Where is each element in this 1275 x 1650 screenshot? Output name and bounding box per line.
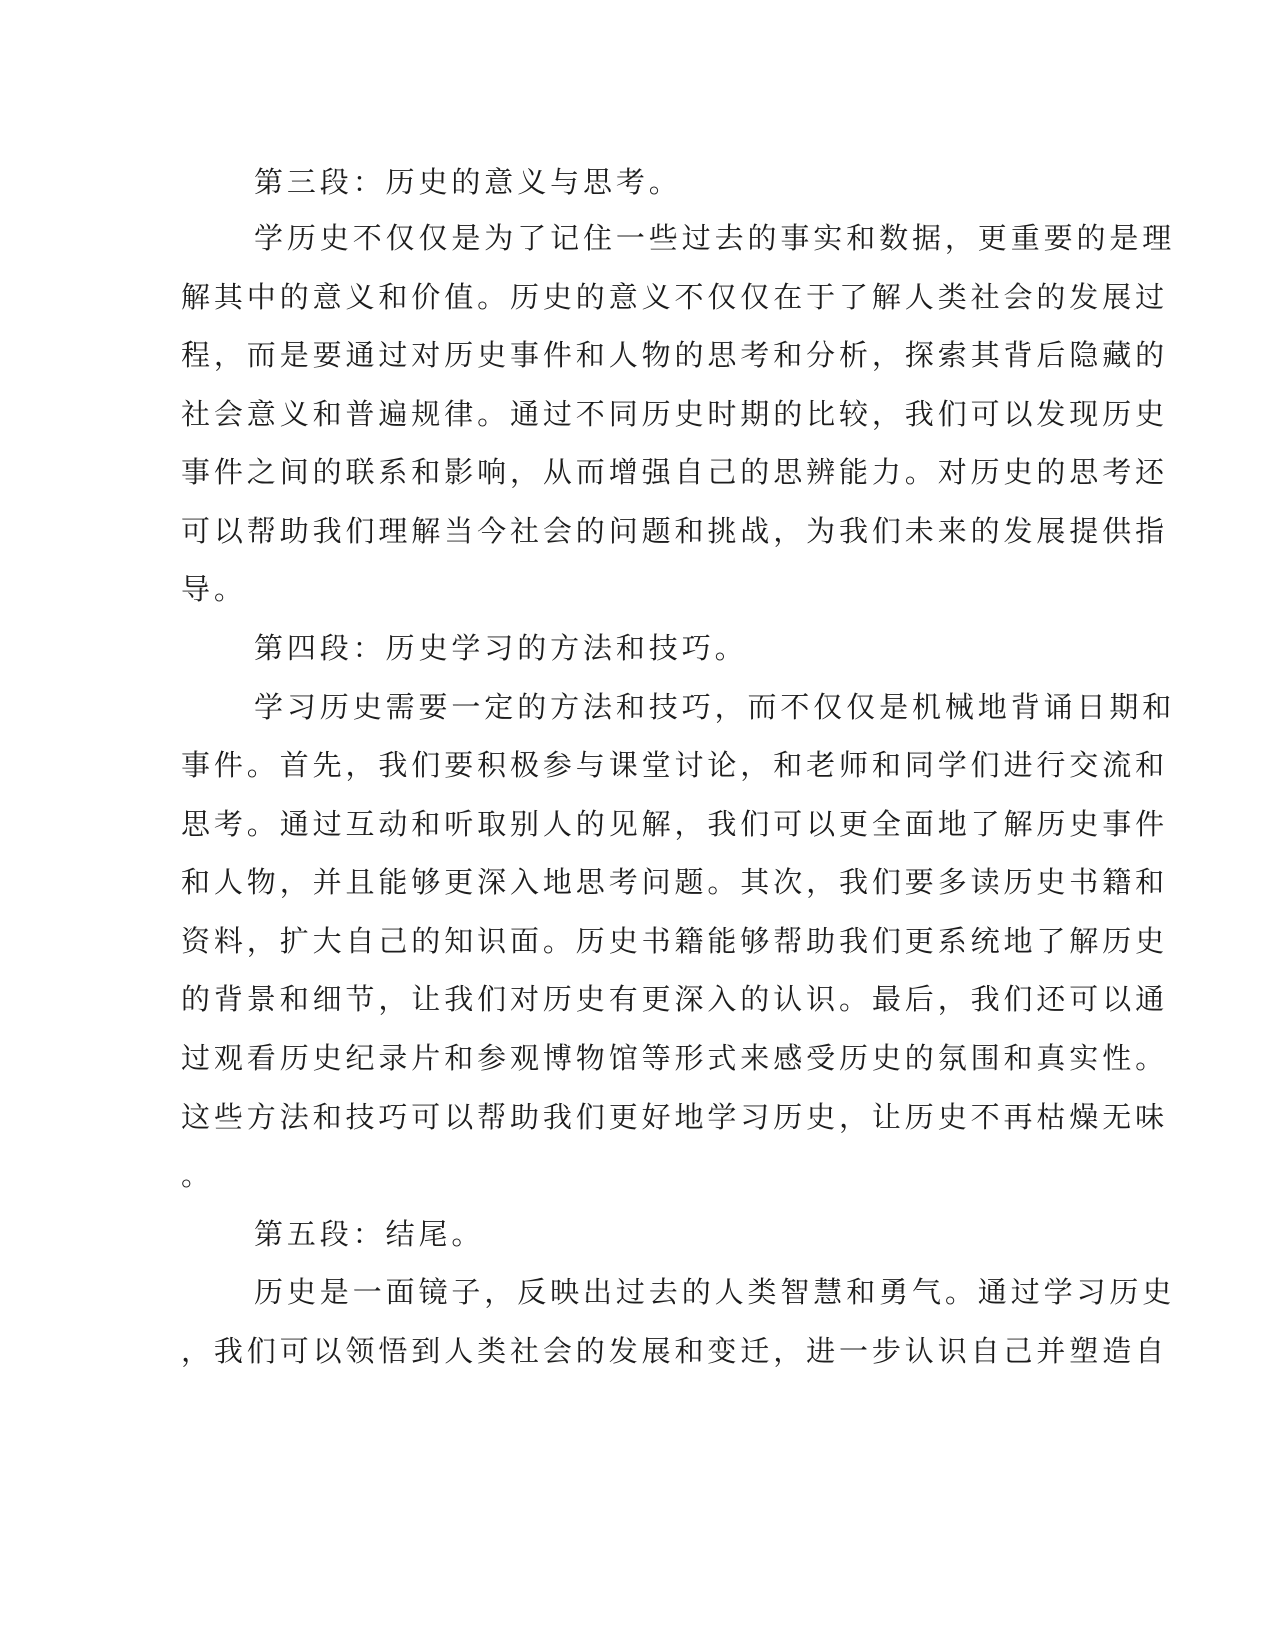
paragraph-line: 的背景和细节，让我们对历史有更深入的认识。最后，我们还可以通 [181, 982, 1169, 1016]
paragraph-line: 社会意义和普遍规律。通过不同历史时期的比较，我们可以发现历史 [181, 397, 1169, 431]
paragraph-line: 学历史不仅仅是为了记住一些过去的事实和数据，更重要的是理 [254, 221, 1176, 255]
paragraph-line: 资料，扩大自己的知识面。历史书籍能够帮助我们更系统地了解历史 [181, 924, 1169, 958]
paragraph-line: ，我们可以领悟到人类社会的发展和变迁，进一步认识自己并塑造自 [181, 1334, 1169, 1368]
paragraph-line: 这些方法和技巧可以帮助我们更好地学习历史，让历史不再枯燥无味 [181, 1100, 1169, 1134]
paragraph-line: 解其中的意义和价值。历史的意义不仅仅在于了解人类社会的发展过 [181, 280, 1169, 314]
paragraph-line: 和人物，并且能够更深入地思考问题。其次，我们要多读历史书籍和 [181, 865, 1169, 899]
paragraph-line: 过观看历史纪录片和参观博物馆等形式来感受历史的氛围和真实性。 [181, 1041, 1169, 1075]
paragraph-line: 导。 [181, 572, 247, 606]
paragraph-line: 可以帮助我们理解当今社会的问题和挑战，为我们未来的发展提供指 [181, 514, 1169, 548]
paragraph-line: 。 [181, 1158, 214, 1192]
section-heading-4: 第四段：历史学习的方法和技巧。 [254, 631, 748, 665]
section-heading-5: 第五段：结尾。 [254, 1217, 485, 1251]
paragraph-line: 思考。通过互动和听取别人的见解，我们可以更全面地了解历史事件 [181, 807, 1169, 841]
section-heading-3: 第三段：历史的意义与思考。 [254, 165, 682, 199]
paragraph-line: 历史是一面镜子，反映出过去的人类智慧和勇气。通过学习历史 [254, 1275, 1176, 1309]
paragraph-line: 事件之间的联系和影响，从而增强自己的思辨能力。对历史的思考还 [181, 455, 1169, 489]
paragraph-line: 程，而是要通过对历史事件和人物的思考和分析，探索其背后隐藏的 [181, 338, 1169, 372]
paragraph-line: 事件。首先，我们要积极参与课堂讨论，和老师和同学们进行交流和 [181, 748, 1169, 782]
paragraph-line: 学习历史需要一定的方法和技巧，而不仅仅是机械地背诵日期和 [254, 690, 1176, 724]
